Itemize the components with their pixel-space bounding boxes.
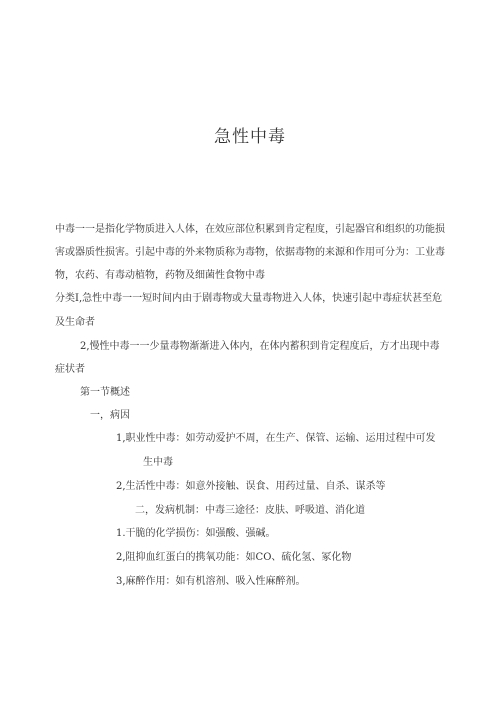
list-item: 1.干脆的化学损伤：如强酸、强碱。 (116, 528, 276, 539)
paragraph-line: 害或器质性损害。引起中毒的外来物质称为毒物，依据毒物的来源和作用可分为：工业毒 (55, 247, 445, 258)
paragraph-line: 症状者 (55, 364, 85, 375)
section-heading: 第一节概述 (80, 387, 130, 398)
subsection-heading: 一，病因 (90, 410, 130, 421)
paragraph-line: 2,慢性中毒一一少量毒物渐渐进入体内，在体内蓄积到肯定程度后，方才出现中毒 (80, 341, 440, 352)
page-title: 急性中毒 (214, 127, 286, 147)
paragraph-line: 物，农药、有毒动植物，药物及细菌性食物中毒 (55, 270, 265, 281)
paragraph-line: 分类I,急性中毒一一短时间内由于剧毒物或大量毒物进入人体，快速引起中毒症状甚至危 (55, 293, 443, 304)
list-item: 2,阻抑血红蛋白的携氧功能：如CO、硫化氢、冢化物 (116, 552, 352, 563)
list-item: 1,职业性中毒：如劳动爱护不周，在生产、保管、运输、运用过程中可发 (116, 433, 436, 444)
paragraph-line: 中毒一一是指化学物质进入人体，在效应部位积累到肯定程度，引起器官和组织的功能损 (55, 224, 445, 235)
list-item-continuation: 生中毒 (143, 457, 173, 468)
list-item: 2,生活性中毒：如意外接触、误食、用药过量、自杀、谋杀等 (116, 481, 386, 492)
paragraph-line: 及生命者 (55, 317, 95, 328)
subsection-heading: 二，发病机制：中毒三途径：皮肤、呼吸道、消化道 (135, 505, 365, 516)
list-item: 3,麻醉作用：如有机溶剂、吸入性麻醉剂。 (116, 576, 306, 587)
